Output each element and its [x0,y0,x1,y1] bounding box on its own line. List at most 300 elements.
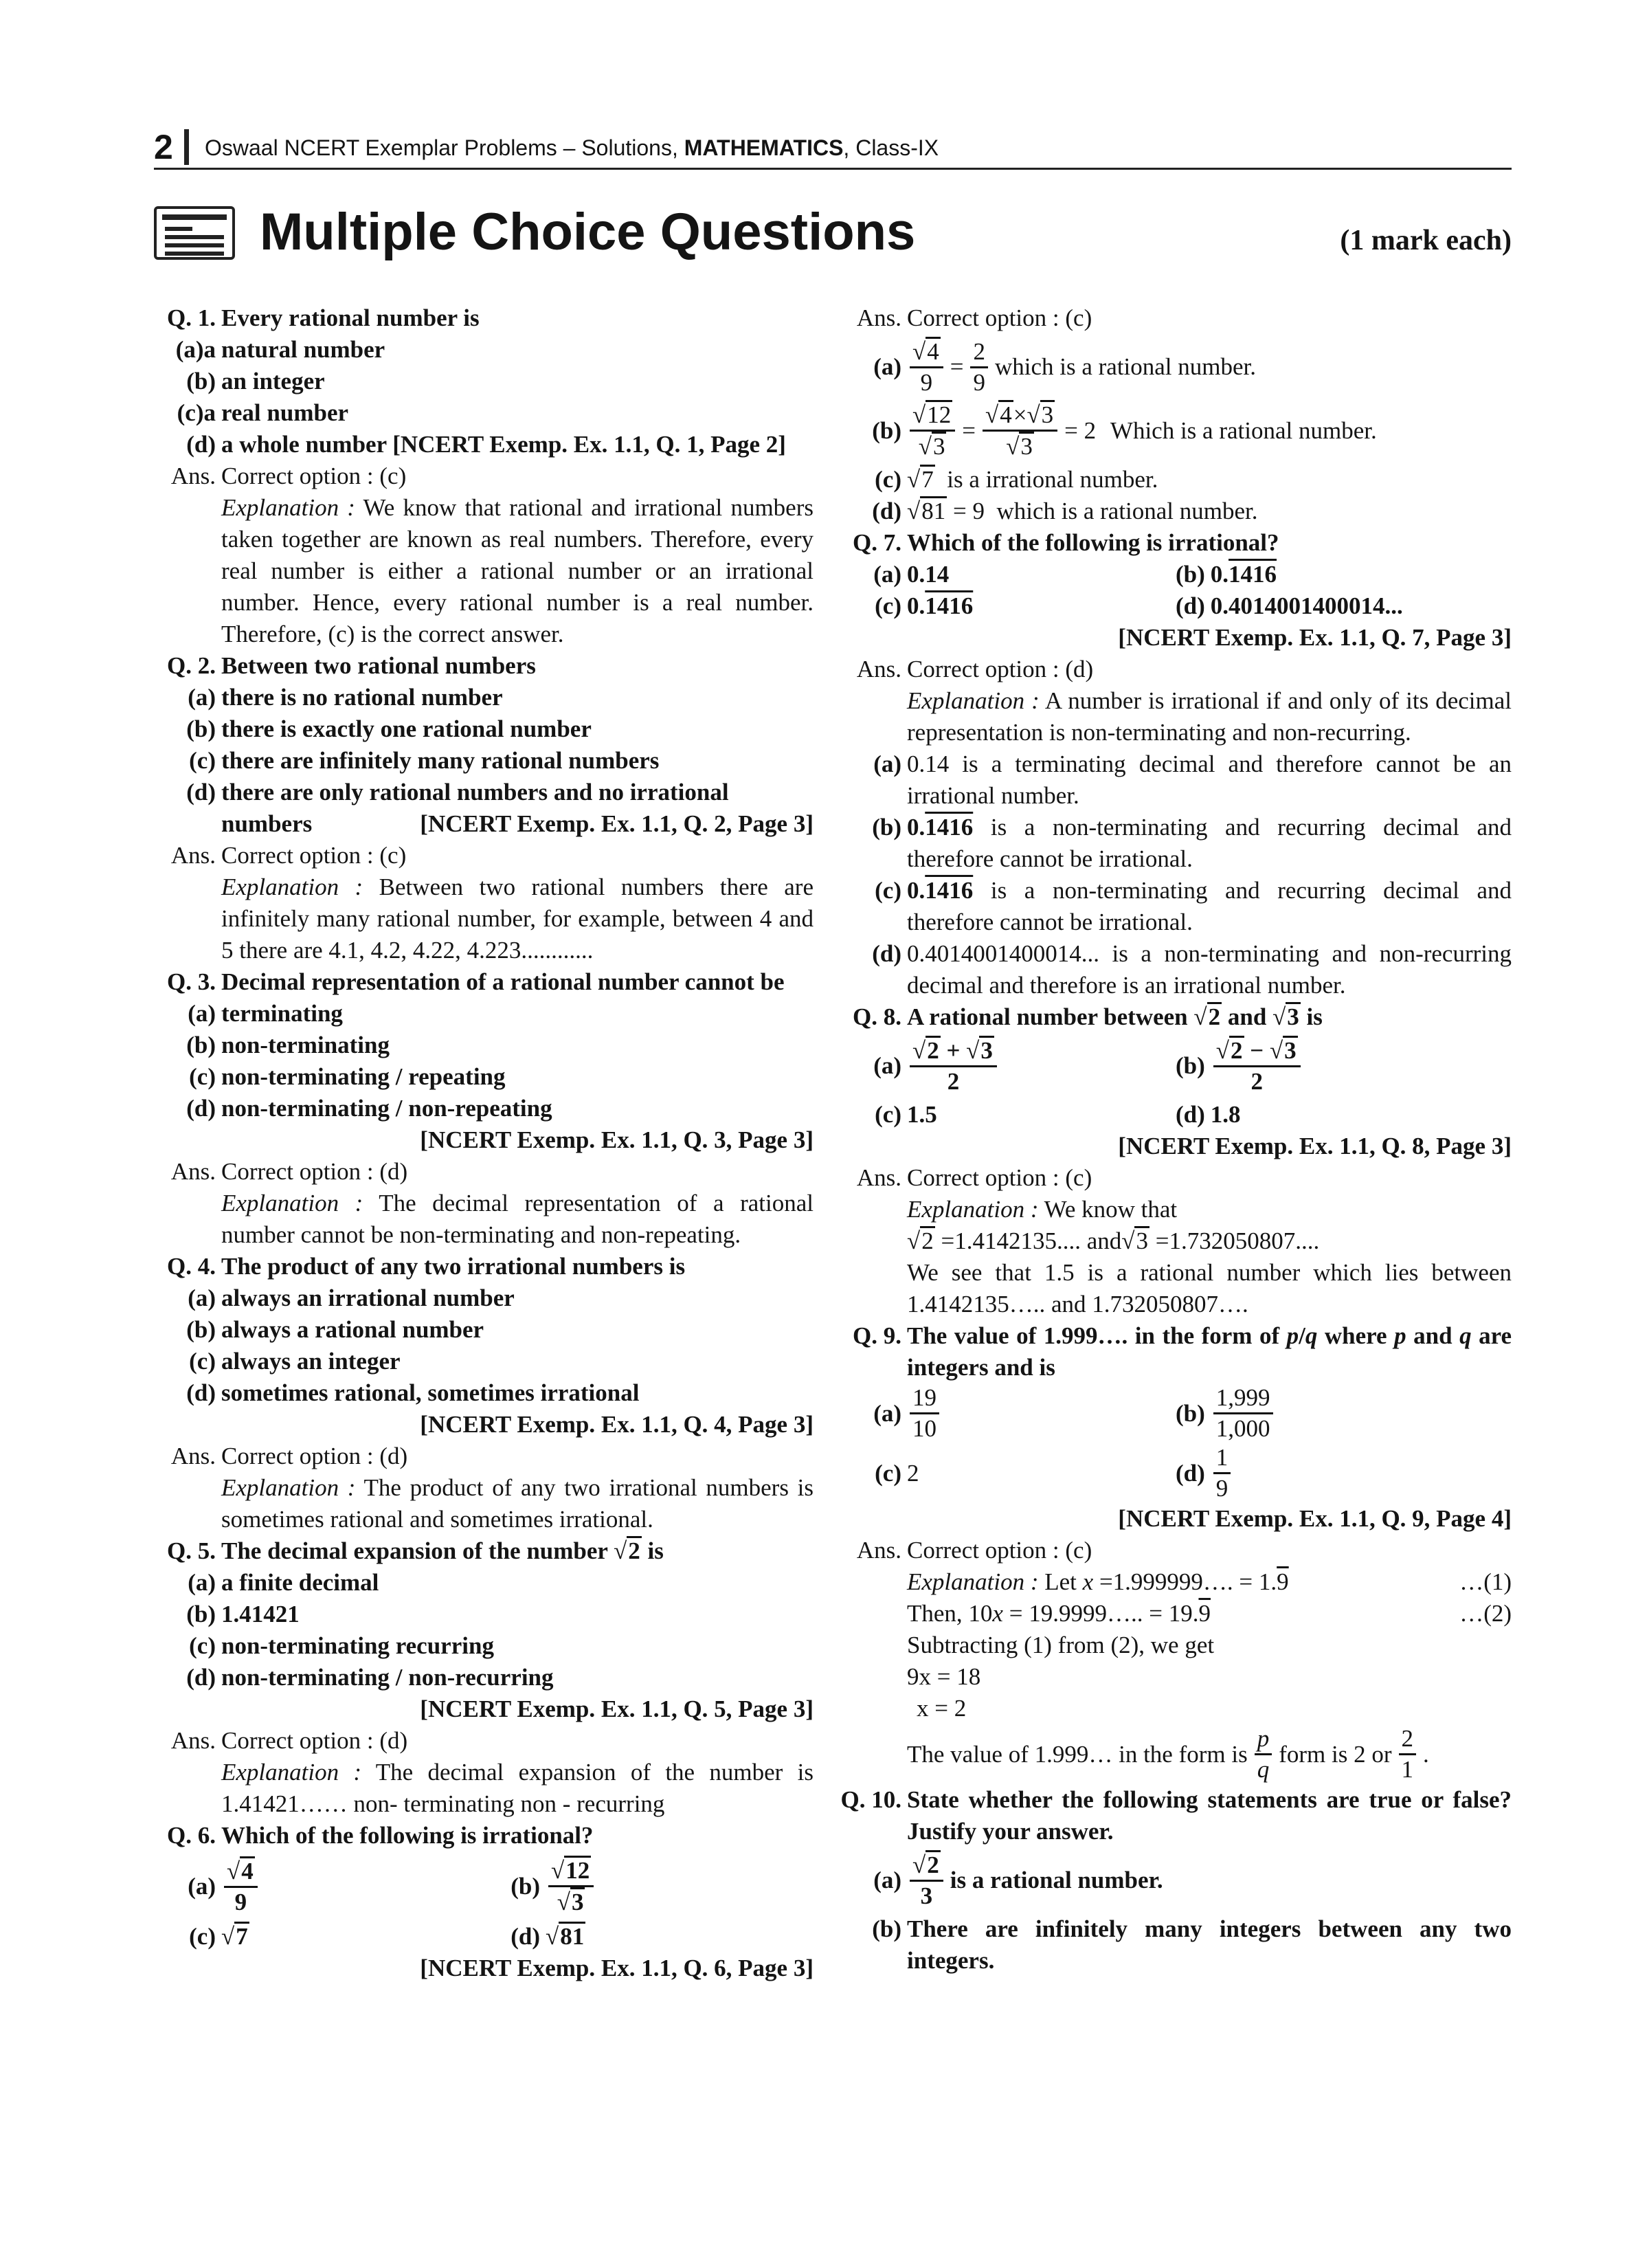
question-text: / [1299,1322,1305,1349]
question-7 [840,527,1512,559]
options-ab [154,1856,814,1917]
option-label: (b) [186,1601,216,1627]
answer-label: Ans. [170,1727,216,1754]
statement-b [840,1913,1512,1977]
option-a [154,998,814,1030]
option-label: (a) [188,1872,216,1900]
answer-label: Ans. [170,1443,216,1469]
answer-prefix: Correct option : [907,304,1066,331]
explanation-text: We know that [1038,1196,1178,1223]
explanation-label: Explanation : [221,1474,356,1501]
option-label: (a) [188,1569,216,1596]
explanation-text: 0.4014001400014... is a non-terminating and non-recurring decimal and therefore is an irrational number. [907,940,1512,999]
explanation-text: is a irrational number. [947,466,1158,493]
answer-2 [154,840,814,871]
option-label: (a) [188,1285,216,1311]
explanation-3 [154,1188,814,1251]
radicand: 7 [921,466,934,493]
option-c [154,1630,814,1662]
explanation-9-line6 [840,1724,1512,1784]
option-label: (d) [511,1923,540,1950]
option-text: natural number [221,336,385,363]
radicand: 3 [571,1889,584,1915]
option-text: 1.41421 [221,1601,300,1627]
option-text: there is no rational number [221,684,503,711]
answer-7 [840,654,1512,685]
answer-prefix: Correct option : [221,463,380,489]
statement-text: There are infinitely many integers between any two integers. [907,1915,1512,1974]
question-2 [154,650,814,682]
question-5: Q. 5. The decimal expansion of the number √2 is [154,1535,814,1567]
option-label: (d) [1176,1459,1205,1487]
value-text: =1.732050807.... [1155,1227,1320,1254]
numerator: 2 [970,337,988,368]
options-cd [840,590,1512,622]
option-text: an integer [221,368,325,394]
radicand: 12 [565,1857,590,1884]
option-text: 0.14 [907,561,950,588]
denominator: 1 [1401,1756,1414,1783]
header-divider [184,129,189,165]
recurring-digits: 9 [1277,1568,1289,1595]
option-label: (c) [875,466,901,493]
question-6 [154,1820,814,1852]
result: = 9 [952,498,985,524]
section-marks: (1 mark each) [1340,225,1512,256]
answer-value: (c) [1065,1537,1092,1564]
option-c [154,1346,814,1377]
options-ab [840,559,1512,590]
answer-label: Ans. [170,1158,216,1185]
radicand: 2 [921,1227,934,1254]
option-label: (b) [1176,561,1205,588]
explanation-text: is a non-terminating and recurring decimal and therefore cannot be irrational. [907,814,1512,872]
header-title-text: Oswaal NCERT Exemplar Problems – Solutions, [205,135,684,160]
question-text: are integers and is [907,1322,1512,1381]
option-b [154,713,814,745]
question-reference: [NCERT Exemp. Ex. 1.1, Q. 2, Page 3] [420,810,814,837]
option-label: (c)a [177,399,216,426]
question-text: and [1406,1322,1460,1349]
explanation-text: Between two rational numbers there are infinitely many rational number, for example, between 4 and 5 there are 4.1, 4.2, 4.22, 4.223............ [221,874,814,964]
radicand: 3 [1136,1227,1148,1254]
explanation-text: A number is irrational if and only of its decimal representation is non-terminating and non-recurring. [907,687,1512,746]
radicand: 2 [927,1852,939,1878]
question-reference: [NCERT Exemp. Ex. 1.1, Q. 7, Page 3] [1118,624,1512,651]
explanation-8-cont [840,1257,1512,1320]
radicand: 3 [1284,1037,1297,1064]
option-text: a whole number [NCERT Exemp. Ex. 1.1, Q. 1, Page 2] [221,431,786,458]
option-label: (b) [872,416,901,444]
option-label: (b) [186,368,216,394]
question-3 [154,966,814,998]
question-text: The value of 1.999…. in the form of [907,1322,1287,1349]
question-reference: [NCERT Exemp. Ex. 1.1, Q. 9, Page 4] [1118,1505,1512,1532]
option-a [154,1282,814,1314]
question-text: The product of any two irrational numbers is [221,1253,686,1280]
fraction: $\frac{√12}{√3}$ [910,400,955,461]
option-d [154,1377,814,1409]
option-text: sometimes rational, sometimes irrational [221,1379,640,1406]
times-sign: × [1013,401,1027,428]
option-d [154,777,814,840]
radicand: 3 [1287,1003,1299,1030]
checklist-icon [154,206,235,260]
explanation-text: Then, 10 [907,1600,993,1627]
explanation-7-c [840,875,1512,938]
option-label: (c) [189,1632,216,1659]
option-text: terminating [221,1000,343,1027]
option-label: (a) [873,353,901,380]
option-text: there is exactly one rational number [221,715,592,742]
option-label: (d) [186,1379,216,1406]
explanation-text: We know that rational and irrational numbers taken together are known as real numbers. Therefore, every real number is either a rational number or an irrational number. Hence, every rational number is a real number. Therefore, (c) is the correct answer. [221,494,814,647]
explanation-8-values: √2 =1.4142135.... and√3 =1.732050807.... [907,1227,1320,1254]
options-cd [840,1099,1512,1131]
option-label: (d) [1176,592,1205,619]
explanation-label: Explanation : [907,1196,1039,1223]
right-column [840,302,1512,1977]
radicand: 4 [1000,401,1012,428]
option-label: (c) [875,877,901,904]
fraction [1213,1443,1231,1503]
option-label: (d) [872,498,901,524]
option-label: (d) [1176,1101,1205,1128]
variable: p [1286,1322,1299,1349]
radicand: 12 [927,401,952,428]
option-text: a finite decimal [221,1569,379,1596]
explanation-label: Explanation : [221,1190,363,1216]
answer-label: Ans. [856,304,901,331]
fraction: $\frac{√2 - √3}{2}$ [1213,1036,1301,1096]
option-label: (d) [186,431,216,458]
answer-label: Ans. [170,463,216,489]
decimal-number: 0. [907,877,926,904]
radicand: 7 [236,1923,248,1950]
question-reference: [NCERT Exemp. Ex. 1.1, Q. 4, Page 3] [420,1411,814,1438]
question-number: Q. 6. [167,1822,216,1849]
option-text: there are infinitely many rational numbers [221,747,660,774]
equation-number: …(1) [1459,1568,1512,1595]
explanation-7-a [840,748,1512,812]
answer-6-c: (c) √7 is a irrational number. [840,464,1512,496]
page-header [154,128,1512,166]
question-number: Q. 10. [840,1786,901,1813]
explanation-text: The decimal expansion of the number is 1.41421…… non- terminating non - recurring [221,1759,814,1817]
variable: q [1305,1322,1318,1349]
question-text: Between two rational numbers [221,652,536,679]
answer-prefix: Correct option : [907,1537,1066,1564]
radicand: 81 [560,1923,585,1950]
explanation-text: = 19.9999….. = 19. [1002,1600,1199,1627]
explanation-9-line2 [840,1598,1512,1630]
denominator: 9 [920,369,933,396]
option-label: (d) [872,940,901,967]
answer-prefix: Correct option : [221,1443,380,1469]
explanation-text: We see that 1.5 is a rational number which lies between 1.4142135….. and 1.732050807…. [907,1259,1512,1318]
explanation-text: =1.999999…. = 1. [1093,1568,1277,1595]
option-label: (b) [1176,1052,1205,1079]
question-9 [840,1320,1512,1383]
option-text: always a rational number [221,1316,484,1343]
option-label: (c) [875,1459,901,1487]
option-label: (a) [873,1052,901,1079]
option-label: (b) [1176,1399,1205,1427]
option-text: non-terminating / repeating [221,1063,506,1090]
option-text: 0. [907,592,926,619]
option-text: non-terminating / non-recurring [221,1664,554,1691]
explanation-5 [154,1757,814,1820]
question-number: Q. 7. [853,529,901,556]
option-label: (d) [186,779,216,805]
recurring-digits: 1416 [1229,561,1277,588]
explanation-8 [840,1194,1512,1225]
question-text: is [1306,1003,1323,1030]
recurring-digits: 1416 [925,592,974,619]
equation-number: …(2) [1459,1600,1512,1627]
explanation-7-d [840,938,1512,1001]
option-a [154,682,814,713]
option-text: non-terminating recurring [221,1632,494,1659]
denominator: 9 [973,368,985,396]
answer-prefix: Correct option : [221,1727,380,1754]
option-text: 2 [907,1459,919,1487]
radicand: 3 [932,433,945,460]
question-text: Which of the following is irrational? [221,1822,594,1849]
denominator: 9 [1215,1475,1229,1502]
options-ab [840,1383,1512,1443]
fraction: $\frac{√4}{9}$ [224,1856,258,1917]
question-reference: [NCERT Exemp. Ex. 1.1, Q. 8, Page 3] [1118,1133,1512,1159]
question-8: Q. 8. A rational number between √2 and √3 is [840,1001,1512,1033]
answer-value: (d) [379,1727,408,1754]
option-label: (d) [186,1664,216,1691]
option-b [154,1030,814,1061]
question-number: Q. 2. [167,652,216,679]
option-label: (a)a [175,336,216,363]
radicand: 2 [927,1037,939,1064]
question-number: Q. 5. [167,1537,216,1564]
option-label: (b) [872,1915,901,1942]
section-title: Multiple Choice Questions [260,203,916,261]
question-number: Q. 9. [853,1322,901,1349]
option-text: non-terminating / non-repeating [221,1095,552,1122]
radicand: 3 [1020,433,1033,460]
explanation-9-line3 [840,1630,1512,1661]
explanation-text: . [1423,1740,1429,1768]
explanation-7-b [840,812,1512,875]
question-text: Which of the following is irrational? [907,529,1279,556]
question-number: Q. 3. [167,968,216,995]
answer-6-b: (b) $\frac{√12}{√3}$ = $\frac{√4\times√3}{√3}$ = 2 Which is a rational number. [840,400,1512,461]
radicand: 2 [1208,1003,1221,1030]
fraction [1399,1724,1417,1784]
decimal-number: 0. [907,814,926,841]
option-text: there are only rational numbers and no irrational [221,779,729,805]
option-label: (c) [189,1923,216,1950]
header-subject: MATHEMATICS [684,135,844,160]
option-label: (a) [873,1399,901,1427]
answer-9 [840,1535,1512,1566]
page-number: 2 [154,128,173,166]
variable: x [1082,1568,1094,1595]
fraction [910,1383,939,1443]
option-c [154,1061,814,1093]
recurring-digits: 9 [1198,1600,1211,1627]
option-text: always an integer [221,1348,401,1375]
answer-prefix: Correct option : [221,1158,380,1185]
answer-label: Ans. [856,656,901,682]
option-a [154,334,814,366]
statement-a [840,1850,1512,1911]
answer-label: Ans. [170,842,216,869]
option-text: always an irrational number [221,1285,515,1311]
denominator: 2 [1250,1068,1263,1095]
answer-3 [154,1156,814,1188]
denominator: q [1257,1756,1270,1783]
explanation-text: The decimal representation of a rational number cannot be non-terminating and non-repeating. [221,1190,814,1248]
option-label: (b) [186,715,216,742]
explanation-label: Explanation : [221,1759,362,1786]
options-ab [840,1036,1512,1096]
radicand: 3 [1041,401,1054,428]
explanation-text: Let [1038,1568,1083,1595]
explanation-text: Subtracting (1) from (2), we get [907,1632,1215,1658]
answer-8 [840,1162,1512,1194]
option-label: (b) [511,1872,540,1900]
answer-label: Ans. [856,1164,901,1191]
left-column [154,302,814,1984]
question-reference: [NCERT Exemp. Ex. 1.1, Q. 6, Page 3] [420,1955,814,1981]
radicand: 2 [628,1537,640,1564]
explanation-4 [154,1472,814,1535]
explanation-text: which is a rational number. [996,498,1258,524]
option-c [154,745,814,777]
option-label: (c) [189,747,216,774]
answer-value: (c) [379,842,407,869]
operator: − [1244,1037,1270,1064]
explanation-2 [154,871,814,966]
option-label: (c) [189,1063,216,1090]
radicand: 3 [980,1037,993,1064]
fraction: $\frac{√12}{√3}$ [548,1856,594,1917]
option-label: (a) [873,561,901,588]
question-text: where [1317,1322,1395,1349]
explanation-text: x = 2 [917,1695,967,1722]
explanation-9-line1 [840,1566,1512,1598]
variable: q [1459,1322,1472,1349]
explanation-text: is a non-terminating and recurring decimal and therefore cannot be irrational. [907,877,1512,935]
numerator: 1 [1213,1443,1231,1474]
question-reference: [NCERT Exemp. Ex. 1.1, Q. 3, Page 3] [420,1126,814,1153]
answer-prefix: Correct option : [907,656,1066,682]
statement-text: is a rational number. [950,1867,1163,1893]
option-text: 0. [1210,561,1229,588]
fraction: $\frac{√2 + √3}{2}$ [910,1036,997,1096]
radicand: 4 [241,1857,254,1885]
header-class: , Class-IX [843,135,939,160]
recurring-digits: 1416 [925,814,974,841]
header-title [205,132,939,164]
fraction [1213,1383,1273,1443]
question-10 [840,1784,1512,1847]
question-4 [154,1251,814,1282]
option-label: (a) [873,1867,901,1893]
explanation-label: Explanation : [221,494,355,521]
options-cd [840,1443,1512,1503]
explanation-text: 0.14 is a terminating decimal and therefore cannot be an irrational number. [907,751,1512,809]
question-number: Q. 1. [167,304,216,331]
option-label: (a) [188,1000,216,1027]
question-1 [154,302,814,334]
variable: x [992,1600,1003,1627]
question-text: and [1227,1003,1267,1030]
denominator: 2 [947,1068,960,1095]
denominator: 3 [920,1882,933,1909]
question-text: State whether the following statements are true or false? Justify your answer. [907,1786,1512,1845]
explanation-text: 9x = 18 [907,1663,981,1690]
option-c [154,397,814,429]
radicand: 2 [1231,1037,1243,1064]
option-label: (b) [872,814,901,841]
answer-prefix: Correct option : [221,842,380,869]
answer-value: (d) [379,1158,408,1185]
option-a [154,1567,814,1599]
numerator: 1,999 [1213,1383,1273,1414]
option-text: numbers [221,810,313,837]
answer-label: Ans. [856,1537,901,1564]
recurring-digits: 1416 [925,877,974,904]
answer-5 [154,1725,814,1757]
explanation-text: which is a rational number. [994,353,1257,380]
header-rule [154,168,1512,170]
fraction [1255,1724,1272,1784]
options-cd: (c) √7 (d) √81 [154,1921,814,1953]
denominator: 10 [912,1415,936,1442]
fraction: $\frac{√4\times√3}{√3}$ [983,400,1057,461]
option-label: (c) [189,1348,216,1375]
question-number: Q. 8. [853,1003,901,1030]
answer-6-d: (d) √81 = 9 which is a rational number. [840,496,1512,527]
option-d [154,429,814,460]
numerator: 19 [910,1383,939,1414]
option-label: (a) [873,751,901,777]
answer-value: (d) [1065,656,1094,682]
option-text: 1.8 [1210,1101,1241,1128]
explanation-text: form is 2 or [1279,1740,1392,1768]
option-label: (a) [188,684,216,711]
option-d [154,1662,814,1693]
option-b [154,1599,814,1630]
numerator: 2 [1399,1724,1417,1755]
answer-4 [154,1441,814,1472]
option-text: real number [221,399,349,426]
radicand: 81 [921,498,946,524]
answer-6 [840,302,1512,334]
answer-6-a: (a) $\frac{√4}{9}$ = $\frac{2}{9}$ which is a rational number. [840,337,1512,397]
option-label: (d) [186,1095,216,1122]
answer-value: (c) [1065,1164,1092,1191]
fraction [970,337,988,397]
answer-value: (c) [1065,304,1092,331]
denominator: 1,000 [1215,1415,1270,1442]
option-label: (b) [186,1316,216,1343]
question-number: Q. 4. [167,1253,216,1280]
explanation-1 [154,492,814,650]
explanation-7 [840,685,1512,748]
question-text: A rational number between [907,1003,1188,1030]
radicand: 4 [927,338,939,365]
